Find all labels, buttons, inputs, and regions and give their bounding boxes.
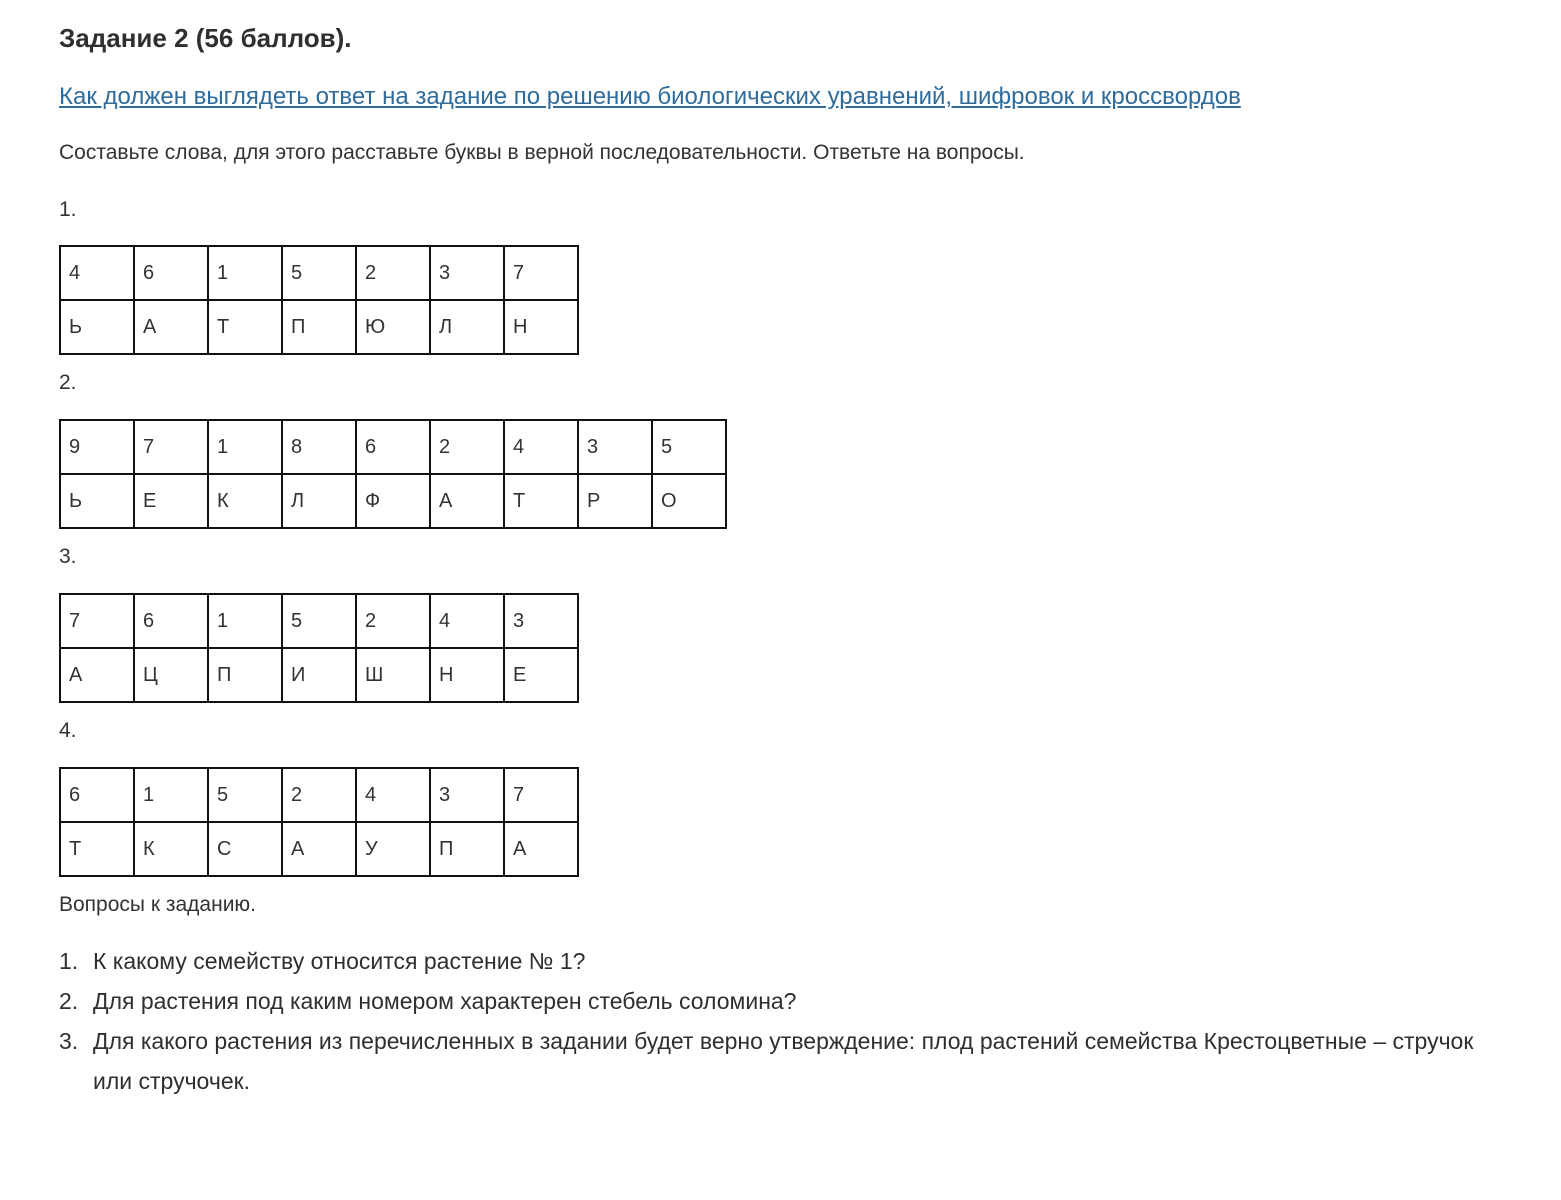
letter-cell: И xyxy=(282,648,356,702)
task-title: Задание 2 (56 баллов). xyxy=(59,23,352,53)
letter-cell: Т xyxy=(208,300,282,354)
puzzle-label: 1. xyxy=(59,198,77,221)
number-cell: 9 xyxy=(60,420,134,474)
number-cell: 6 xyxy=(60,768,134,822)
questions-title: Вопросы к заданию. xyxy=(59,893,257,916)
puzzle-grid xyxy=(59,593,579,703)
question-text: К какому семейству относится растение № 1? xyxy=(93,948,586,974)
number-cell: 5 xyxy=(282,246,356,300)
number-cell: 5 xyxy=(652,420,726,474)
question-item xyxy=(59,981,1499,1021)
letter-cell: Л xyxy=(430,300,504,354)
letter-cell: К xyxy=(134,822,208,876)
letter-cell: С xyxy=(208,822,282,876)
letter-cell: Ц xyxy=(134,648,208,702)
letter-cell: Ь xyxy=(60,300,134,354)
number-cell: 1 xyxy=(134,768,208,822)
letter-cell: Ш xyxy=(356,648,430,702)
number-cell: 2 xyxy=(282,768,356,822)
letter-row xyxy=(60,474,726,528)
letter-cell: Т xyxy=(504,474,578,528)
letter-row xyxy=(60,648,578,702)
task-instruction: Составьте слова, для этого расставьте буквы в верной последовательности. Ответьте на вопросы. xyxy=(59,141,1025,164)
letter-cell: Т xyxy=(60,822,134,876)
number-row xyxy=(60,594,578,648)
number-cell: 4 xyxy=(356,768,430,822)
letter-cell: Р xyxy=(578,474,652,528)
number-cell: 7 xyxy=(134,420,208,474)
number-cell: 4 xyxy=(504,420,578,474)
letter-cell: Е xyxy=(134,474,208,528)
number-cell: 7 xyxy=(60,594,134,648)
letter-cell: У xyxy=(356,822,430,876)
letter-cell: Ь xyxy=(60,474,134,528)
letter-cell: А xyxy=(60,648,134,702)
number-cell: 4 xyxy=(430,594,504,648)
number-cell: 5 xyxy=(282,594,356,648)
letter-cell: Ю xyxy=(356,300,430,354)
letter-cell: О xyxy=(652,474,726,528)
number-cell: 6 xyxy=(356,420,430,474)
puzzle-label: 4. xyxy=(59,719,77,742)
number-row xyxy=(60,420,726,474)
question-number: 1. xyxy=(59,948,79,974)
puzzle-grid xyxy=(59,767,579,877)
letter-cell: Н xyxy=(504,300,578,354)
number-cell: 4 xyxy=(60,246,134,300)
letter-cell: Л xyxy=(282,474,356,528)
letter-cell: Е xyxy=(504,648,578,702)
number-row xyxy=(60,246,578,300)
number-cell: 3 xyxy=(504,594,578,648)
letter-row xyxy=(60,300,578,354)
number-cell: 1 xyxy=(208,420,282,474)
question-text: Для растения под каким номером характерен стебель соломина? xyxy=(93,988,797,1014)
number-cell: 5 xyxy=(208,768,282,822)
number-cell: 1 xyxy=(208,594,282,648)
questions-list xyxy=(59,941,1499,1101)
number-cell: 3 xyxy=(430,768,504,822)
question-item xyxy=(59,941,1499,981)
letter-cell: А xyxy=(282,822,356,876)
number-cell: 6 xyxy=(134,246,208,300)
letter-cell: П xyxy=(282,300,356,354)
number-cell: 1 xyxy=(208,246,282,300)
answer-guide-link[interactable]: Как должен выглядеть ответ на задание по решению биологических уравнений, шифровок и кроссвордов xyxy=(59,83,1241,110)
question-number: 2. xyxy=(59,988,79,1014)
question-text: Для какого растения из перечисленных в задании будет верно утверждение: плод растений семейства Крестоцветные – стручок или стручочек. xyxy=(93,1028,1474,1094)
puzzle-grid xyxy=(59,419,727,529)
number-cell: 7 xyxy=(504,246,578,300)
letter-cell: А xyxy=(134,300,208,354)
letter-cell: Н xyxy=(430,648,504,702)
question-number: 3. xyxy=(59,1028,79,1054)
number-cell: 2 xyxy=(356,246,430,300)
number-row xyxy=(60,768,578,822)
letter-cell: А xyxy=(504,822,578,876)
puzzle-label: 3. xyxy=(59,545,77,568)
letter-cell: Ф xyxy=(356,474,430,528)
number-cell: 6 xyxy=(134,594,208,648)
puzzle-grid xyxy=(59,245,579,355)
number-cell: 2 xyxy=(356,594,430,648)
letter-cell: К xyxy=(208,474,282,528)
letter-row xyxy=(60,822,578,876)
number-cell: 7 xyxy=(504,768,578,822)
puzzle-label: 2. xyxy=(59,371,77,394)
letter-cell: А xyxy=(430,474,504,528)
letter-cell: П xyxy=(208,648,282,702)
number-cell: 2 xyxy=(430,420,504,474)
question-item xyxy=(59,1021,1499,1101)
letter-cell: П xyxy=(430,822,504,876)
number-cell: 8 xyxy=(282,420,356,474)
number-cell: 3 xyxy=(578,420,652,474)
number-cell: 3 xyxy=(430,246,504,300)
